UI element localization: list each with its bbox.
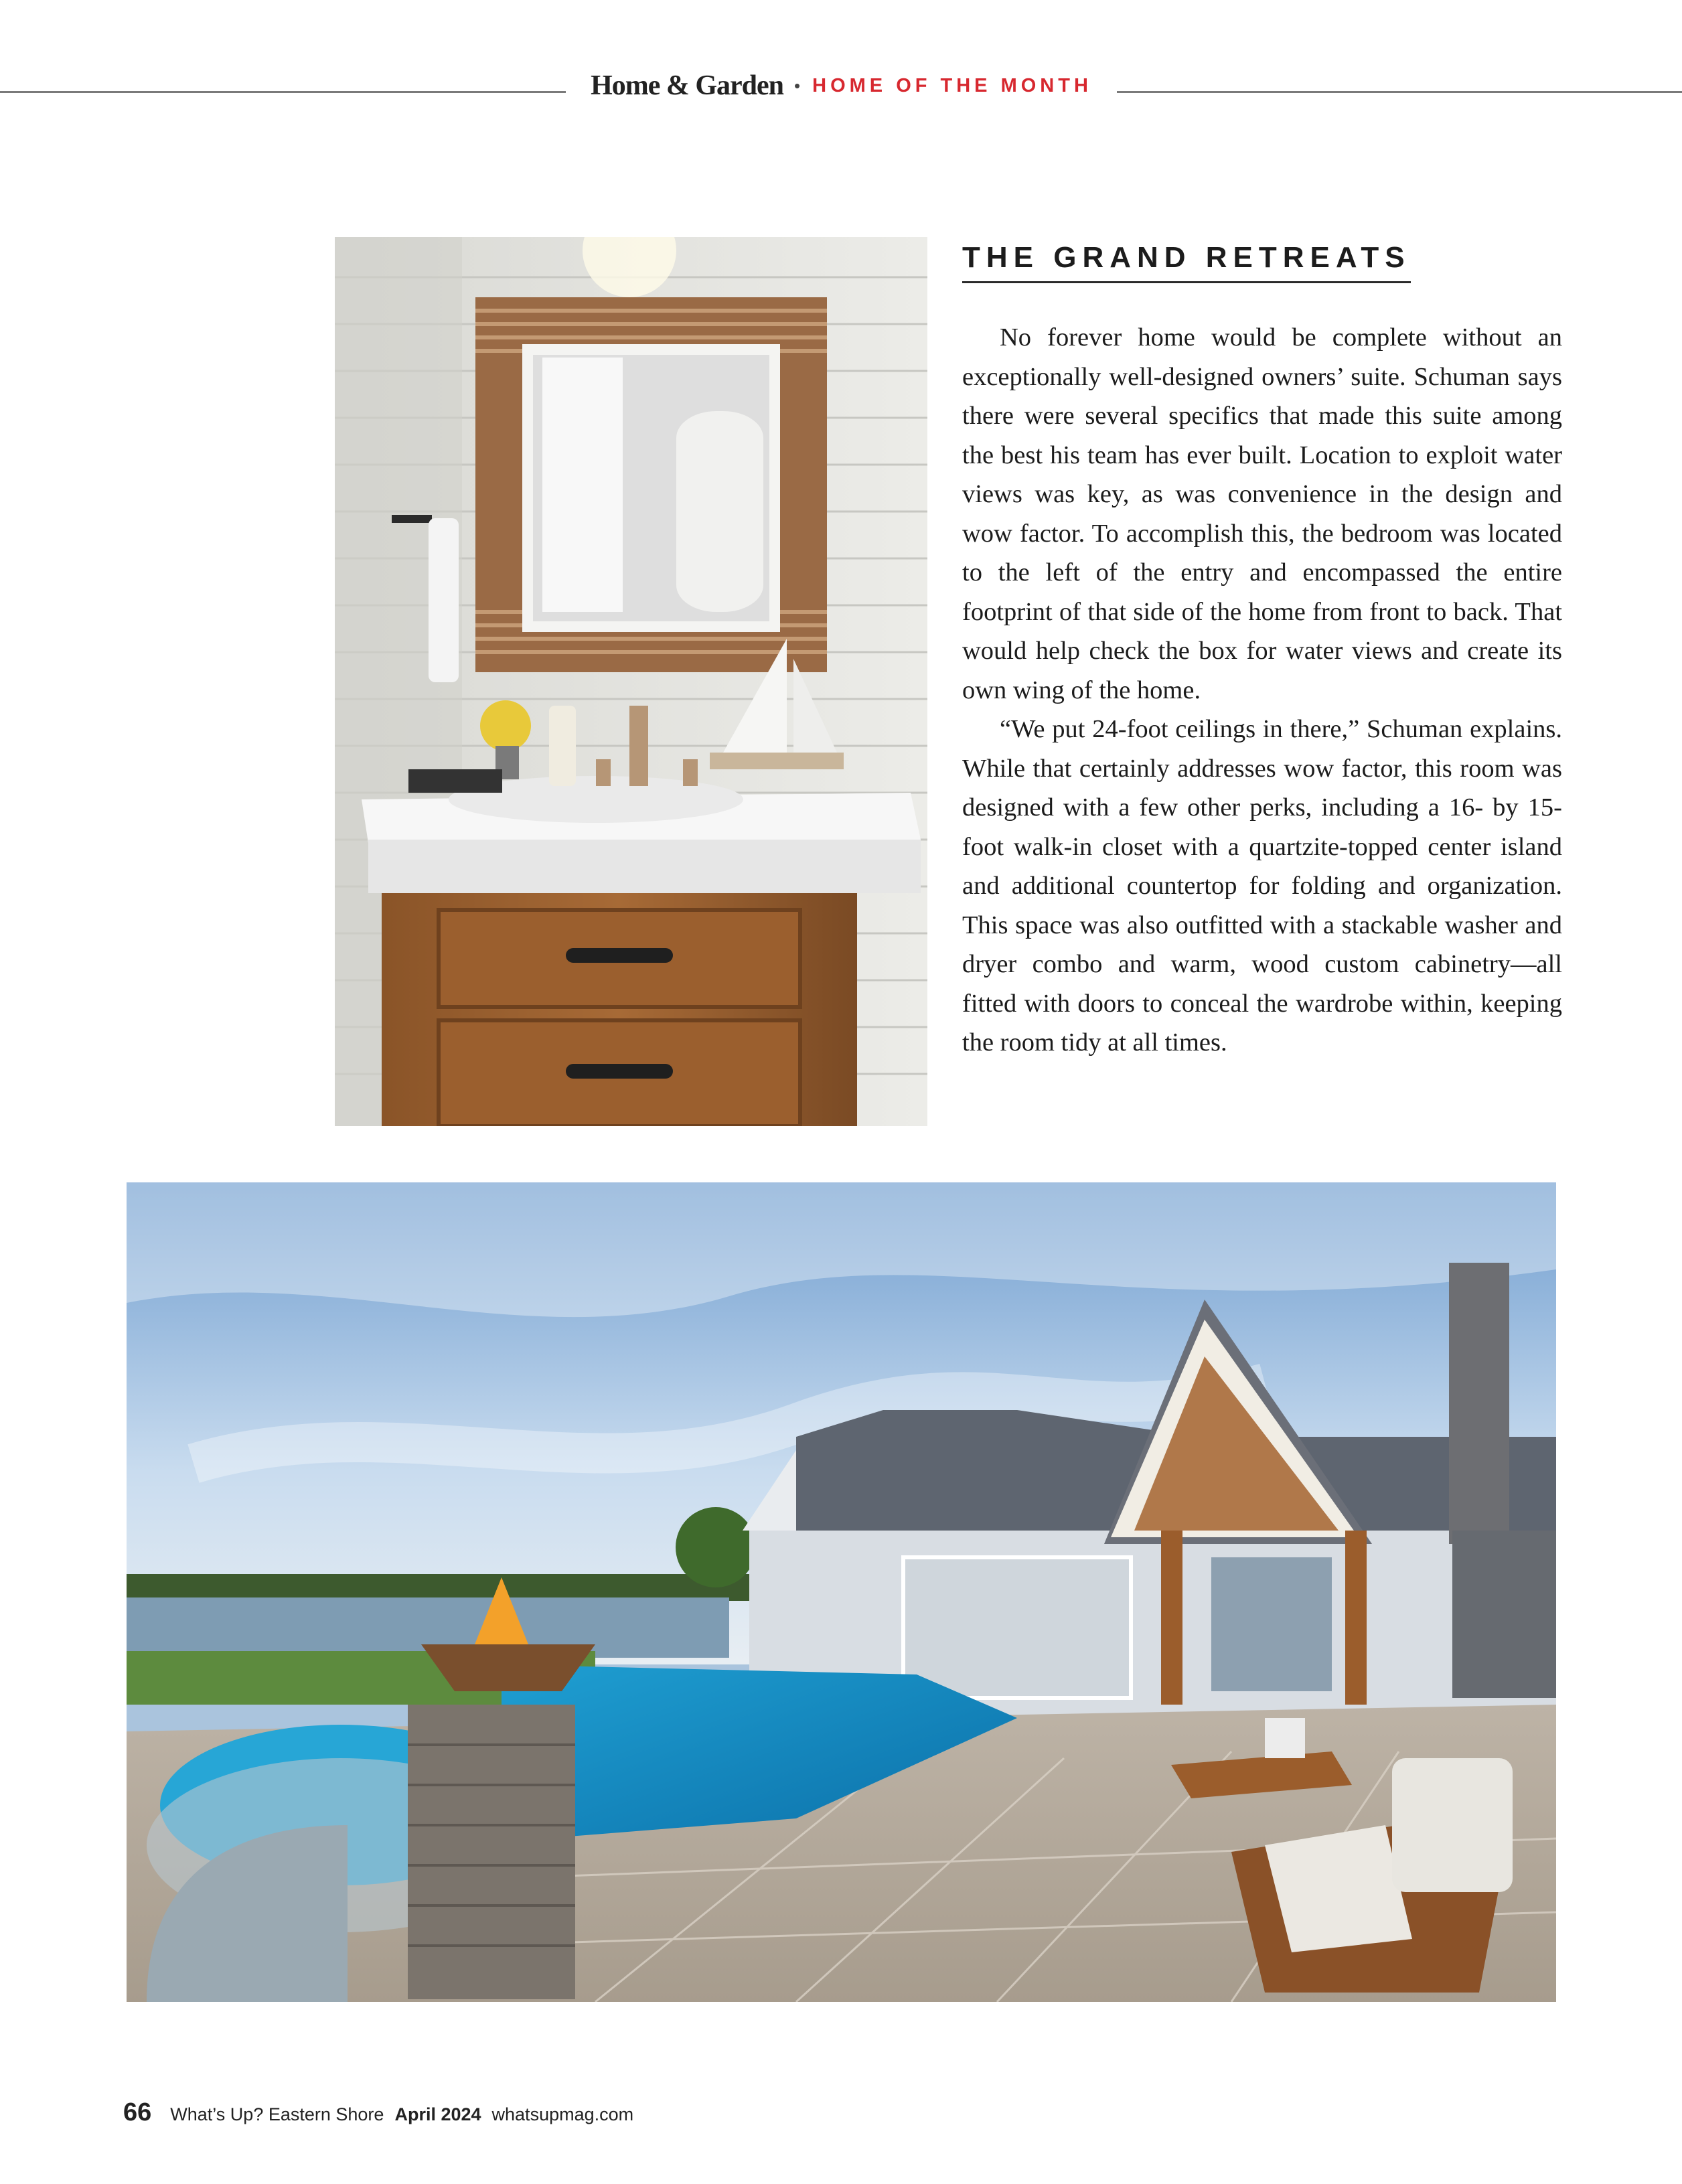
- pool-illustration: [127, 1182, 1556, 2002]
- section-name: Home & Garden: [591, 70, 784, 101]
- header-separator: •: [794, 75, 801, 96]
- page-footer: [123, 2098, 644, 2127]
- website-link[interactable]: whatsupmag.com: [491, 2104, 634, 2124]
- issue-date: April 2024: [394, 2104, 481, 2124]
- article-paragraph: “We put 24-foot ceilings in there,” Schuman explains. While that certainly addresses wow factor, this room was designed with a few other perks, including a 16- by 15-foot walk-in closet with a quartzite-topped center island and additional countertop for folding and organization. This space was also outfitted with a stackable washer and dryer combo and warm, wood custom cabinetry—all fitted with doors to conceal the wardrobe within, keeping the room tidy at all times.: [962, 715, 1562, 1057]
- running-header: [566, 70, 1117, 102]
- pool-photo: [127, 1182, 1556, 2002]
- header-rule-left: [0, 91, 566, 93]
- vanity-illustration: [335, 237, 927, 1126]
- article-body: [962, 318, 1562, 1063]
- header-rule-right: [1117, 91, 1682, 93]
- article-heading: THE GRAND RETREATS: [962, 241, 1411, 283]
- article: [962, 241, 1562, 1063]
- page-number: 66: [123, 2098, 152, 2126]
- vanity-photo: [335, 237, 927, 1126]
- publication-name: What’s Up? Eastern Shore: [170, 2104, 384, 2124]
- article-paragraph: No forever home would be complete without an exceptionally well-designed owners’ suite. Schuman says there were several specifics that made this suite among the best his team has ever built. Location to exploit water views was key, as was convenience in the design and wow factor. To accomplish this, the bedroom was located to the left of the entry and encompassed the entire footprint of that side of the home from front to back. That would help check the box for water views and create its own wing of the home.: [962, 323, 1562, 704]
- section-kicker: HOME OF THE MONTH: [812, 74, 1092, 96]
